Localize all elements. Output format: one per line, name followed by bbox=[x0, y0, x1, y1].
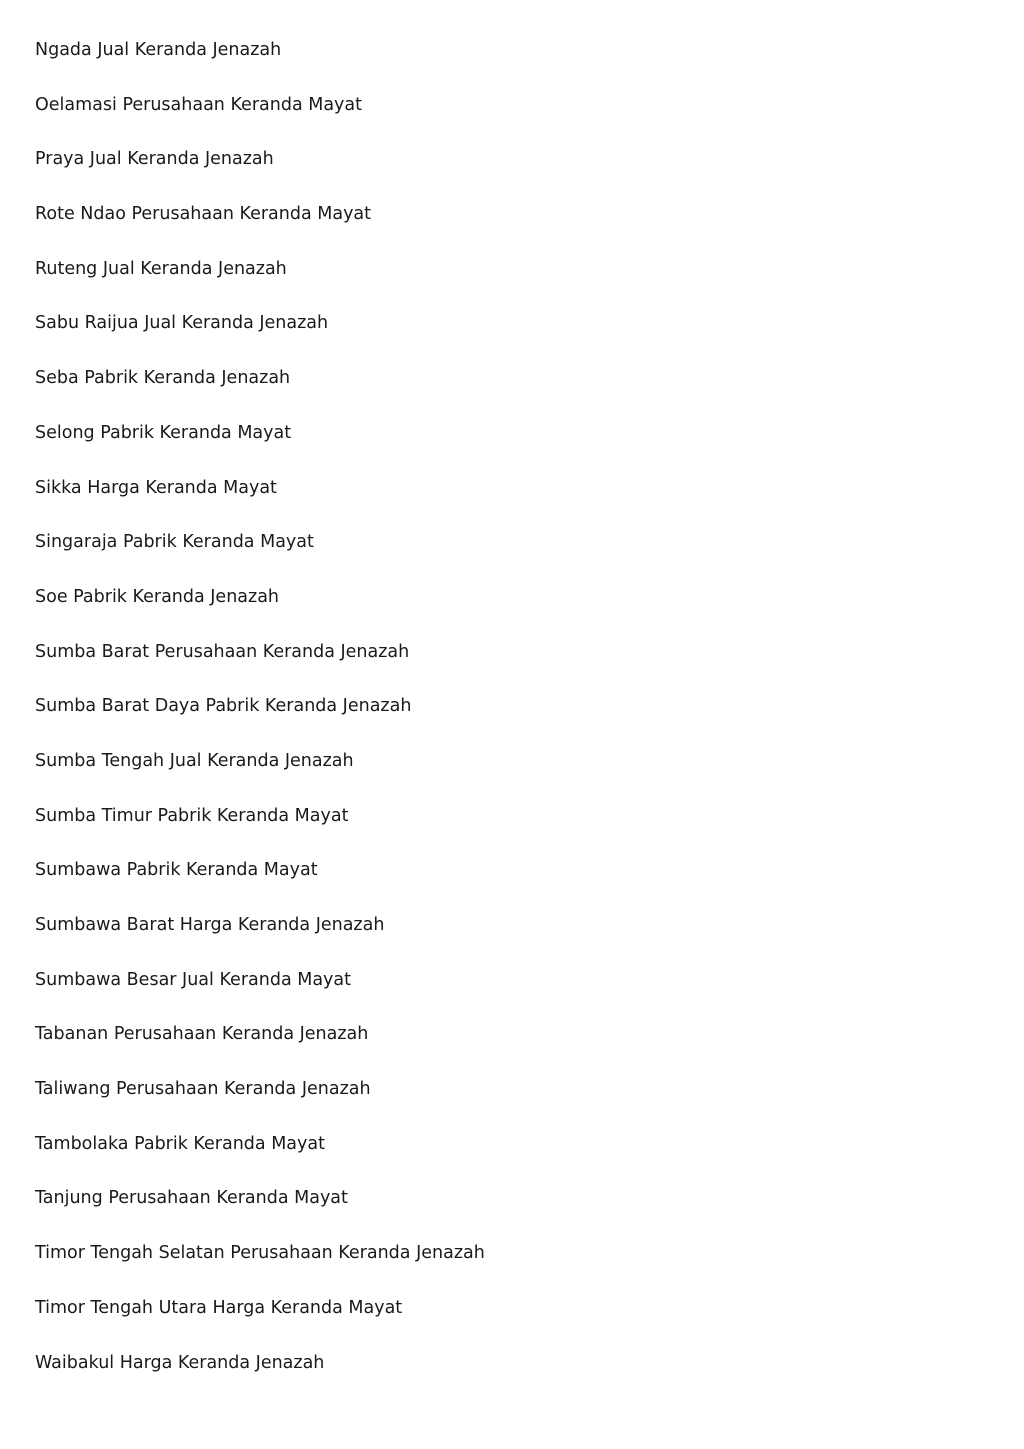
list-item bbox=[35, 1184, 485, 1239]
link-item-text[interactable]: Ngada Jual Keranda Jenazah bbox=[35, 40, 282, 60]
list-item bbox=[35, 966, 485, 1021]
link-item-text[interactable]: Rote Ndao Perusahaan Keranda Mayat bbox=[35, 204, 372, 225]
list-item bbox=[35, 802, 485, 857]
list-item bbox=[35, 1020, 485, 1075]
list-item bbox=[35, 419, 485, 474]
list-item bbox=[35, 1239, 485, 1294]
link-item-text[interactable]: Oelamasi Perusahaan Keranda Mayat bbox=[35, 94, 362, 115]
list-item bbox=[35, 1349, 485, 1404]
link-item-text[interactable]: Seba Pabrik Keranda Jenazah bbox=[35, 368, 291, 389]
link-item-text[interactable]: Selong Pabrik Keranda Mayat bbox=[35, 422, 292, 443]
list-item bbox=[35, 583, 485, 638]
list-item bbox=[35, 856, 485, 911]
list-item bbox=[35, 692, 485, 747]
link-item-text[interactable]: Praya Jual Keranda Jenazah bbox=[35, 149, 274, 170]
link-item-text[interactable]: Tambolaka Pabrik Keranda Mayat bbox=[35, 1133, 325, 1154]
link-item-text[interactable]: Waibakul Harga Keranda Jenazah bbox=[35, 1352, 325, 1373]
link-item-text[interactable]: Tanjung Perusahaan Keranda Mayat bbox=[35, 1188, 348, 1209]
link-item-text[interactable]: Sumbawa Pabrik Keranda Mayat bbox=[35, 860, 318, 881]
list-item bbox=[35, 1130, 485, 1185]
list-item bbox=[35, 255, 485, 310]
list-item bbox=[35, 36, 485, 91]
list-item bbox=[35, 747, 485, 802]
list-item bbox=[35, 474, 485, 529]
link-item-text[interactable]: Tabanan Perusahaan Keranda Jenazah bbox=[35, 1024, 369, 1045]
list-item bbox=[35, 145, 485, 200]
list-item bbox=[35, 364, 485, 419]
link-item-text[interactable]: Timor Tengah Selatan Perusahaan Keranda Jenazah bbox=[35, 1243, 485, 1264]
link-list bbox=[35, 36, 485, 1403]
link-item-text[interactable]: Singaraja Pabrik Keranda Mayat bbox=[35, 532, 314, 553]
list-item bbox=[35, 309, 485, 364]
list-item bbox=[35, 1075, 485, 1130]
link-item-text[interactable]: Sumba Barat Perusahaan Keranda Jenazah bbox=[35, 641, 410, 662]
list-item bbox=[35, 638, 485, 693]
link-item-text[interactable]: Sabu Raijua Jual Keranda Jenazah bbox=[35, 313, 329, 334]
link-item-text[interactable]: Timor Tengah Utara Harga Keranda Mayat bbox=[35, 1297, 403, 1318]
list-item bbox=[35, 91, 485, 146]
link-item-text[interactable]: Sumbawa Barat Harga Keranda Jenazah bbox=[35, 915, 385, 935]
link-item-text[interactable]: Soe Pabrik Keranda Jenazah bbox=[35, 586, 280, 607]
list-item bbox=[35, 528, 485, 583]
link-item-text[interactable]: Sumba Tengah Jual Keranda Jenazah bbox=[35, 750, 354, 771]
link-item-text[interactable]: Sumba Barat Daya Pabrik Keranda Jenazah bbox=[35, 696, 412, 717]
link-item-text[interactable]: Taliwang Perusahaan Keranda Jenazah bbox=[35, 1079, 371, 1100]
link-item-text[interactable]: Ruteng Jual Keranda Jenazah bbox=[35, 258, 287, 279]
list-item bbox=[35, 911, 485, 966]
list-item bbox=[35, 1294, 485, 1349]
link-item-text[interactable]: Sumba Timur Pabrik Keranda Mayat bbox=[35, 805, 349, 826]
link-item-text[interactable]: Sikka Harga Keranda Mayat bbox=[35, 477, 277, 498]
list-item bbox=[35, 200, 485, 255]
link-item-text[interactable]: Sumbawa Besar Jual Keranda Mayat bbox=[35, 969, 351, 990]
